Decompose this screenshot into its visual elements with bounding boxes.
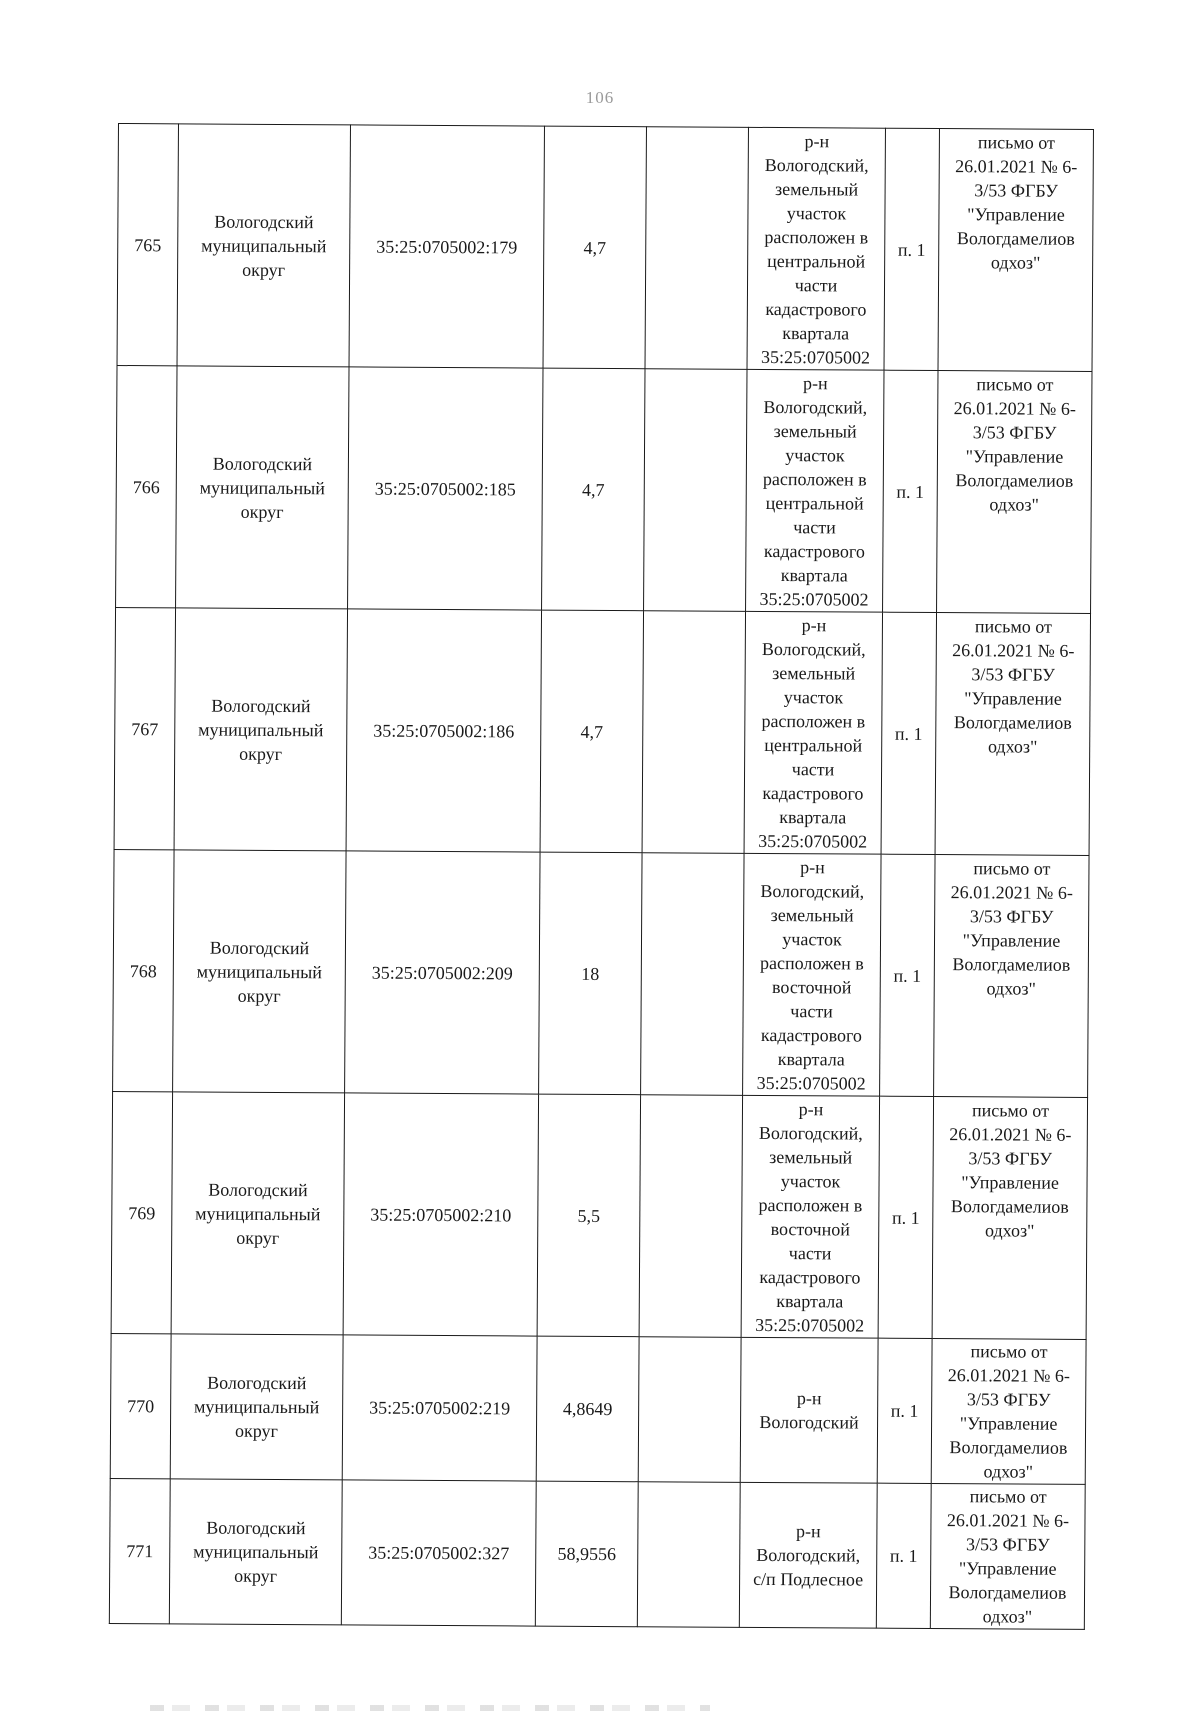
- district-cell: Вологодский муниципальный округ: [177, 124, 350, 367]
- scan-artifact: [150, 1705, 710, 1711]
- area-cell: 4,7: [543, 126, 646, 369]
- district-cell: Вологодский муниципальный округ: [174, 608, 347, 851]
- cadastral-number-cell: 35:25:0705002:327: [341, 1480, 536, 1626]
- location-cell: р-н Вологодский: [740, 1337, 878, 1483]
- land-plot-table: [109, 123, 1094, 1630]
- clause-cell: п. 1: [884, 128, 939, 370]
- location-cell: р-н Вологодский, земельный участок расположен в центральной части кадастрового квартала 35:25:0705002: [746, 369, 884, 612]
- row-number: 768: [113, 849, 174, 1091]
- cadastral-number-cell: 35:25:0705002:185: [348, 367, 543, 610]
- basis-cell: письмо от 26.01.2021 № 6- 3/53 ФГБУ "Управление Вологдамелиов одхоз": [937, 371, 1092, 614]
- table-row: [114, 607, 1090, 855]
- page-number: 106: [585, 88, 615, 107]
- district-cell: Вологодский муниципальный округ: [171, 1092, 344, 1335]
- row-number: 770: [110, 1333, 171, 1478]
- basis-cell: письмо от 26.01.2021 № 6- 3/53 ФГБУ "Управление Вологдамелиов одхоз": [934, 855, 1089, 1098]
- basis-cell: письмо от 26.01.2021 № 6- 3/53 ФГБУ "Управление Вологдамелиов одхоз": [930, 1483, 1085, 1629]
- area-cell: 4,7: [542, 368, 645, 611]
- basis-cell: письмо от 26.01.2021 № 6- 3/53 ФГБУ "Управление Вологдамелиов одхоз": [935, 613, 1090, 856]
- location-cell: р-н Вологодский, земельный участок расположен в восточной части кадастрового квартала 35:25:0705002: [741, 1095, 879, 1338]
- area-cell: 4,8649: [536, 1336, 639, 1482]
- row-number: 769: [111, 1091, 172, 1333]
- clause-cell: п. 1: [883, 370, 938, 612]
- table-row: [117, 124, 1093, 372]
- basis-cell: письмо от 26.01.2021 № 6- 3/53 ФГБУ "Управление Вологдамелиов одхоз": [938, 129, 1093, 372]
- table-row: [113, 849, 1089, 1097]
- table-row: [110, 1333, 1086, 1484]
- clause-cell: п. 1: [876, 1483, 931, 1628]
- location-cell: р-н Вологодский, земельный участок расположен в центральной части кадастрового квартала 35:25:0705002: [744, 611, 882, 854]
- table-row: [111, 1091, 1087, 1339]
- empty-cell: [644, 369, 747, 612]
- empty-cell: [641, 853, 744, 1096]
- clause-cell: п. 1: [880, 854, 935, 1096]
- cadastral-number-cell: 35:25:0705002:209: [345, 851, 540, 1094]
- empty-cell: [639, 1095, 742, 1338]
- district-cell: Вологодский муниципальный округ: [176, 366, 349, 609]
- district-cell: Вологодский муниципальный округ: [169, 1479, 342, 1625]
- cadastral-number-cell: 35:25:0705002:219: [342, 1335, 537, 1481]
- empty-cell: [645, 127, 748, 370]
- table-row: [109, 1478, 1085, 1629]
- area-cell: 18: [539, 852, 642, 1095]
- row-number: 766: [116, 365, 177, 607]
- empty-cell: [642, 611, 745, 854]
- district-cell: Вологодский муниципальный округ: [173, 850, 346, 1093]
- row-number: 767: [114, 607, 175, 849]
- district-cell: Вологодский муниципальный округ: [170, 1334, 343, 1480]
- cadastral-number-cell: 35:25:0705002:186: [346, 609, 541, 852]
- basis-cell: письмо от 26.01.2021 № 6- 3/53 ФГБУ "Управление Вологдамелиов одхоз": [932, 1097, 1087, 1340]
- row-number: 765: [117, 124, 178, 366]
- table-row: [116, 365, 1092, 613]
- row-number: 771: [109, 1478, 170, 1623]
- empty-cell: [637, 1482, 740, 1628]
- location-cell: р-н Вологодский, земельный участок расположен в восточной части кадастрового квартала 35:25:0705002: [743, 853, 881, 1096]
- area-cell: 58,9556: [535, 1481, 638, 1627]
- area-cell: 5,5: [537, 1094, 640, 1337]
- location-cell: р-н Вологодский, с/п Подлесное: [739, 1482, 877, 1628]
- cadastral-number-cell: 35:25:0705002:210: [343, 1093, 538, 1336]
- clause-cell: п. 1: [878, 1096, 933, 1338]
- clause-cell: п. 1: [877, 1338, 932, 1483]
- area-cell: 4,7: [540, 610, 643, 853]
- clause-cell: п. 1: [881, 612, 936, 854]
- cadastral-number-cell: 35:25:0705002:179: [349, 125, 544, 368]
- location-cell: р-н Вологодский, земельный участок расположен в центральной части кадастрового квартала 35:25:0705002: [747, 127, 885, 370]
- basis-cell: письмо от 26.01.2021 № 6- 3/53 ФГБУ "Управление Вологдамелиов одхоз": [931, 1338, 1086, 1484]
- empty-cell: [638, 1337, 741, 1483]
